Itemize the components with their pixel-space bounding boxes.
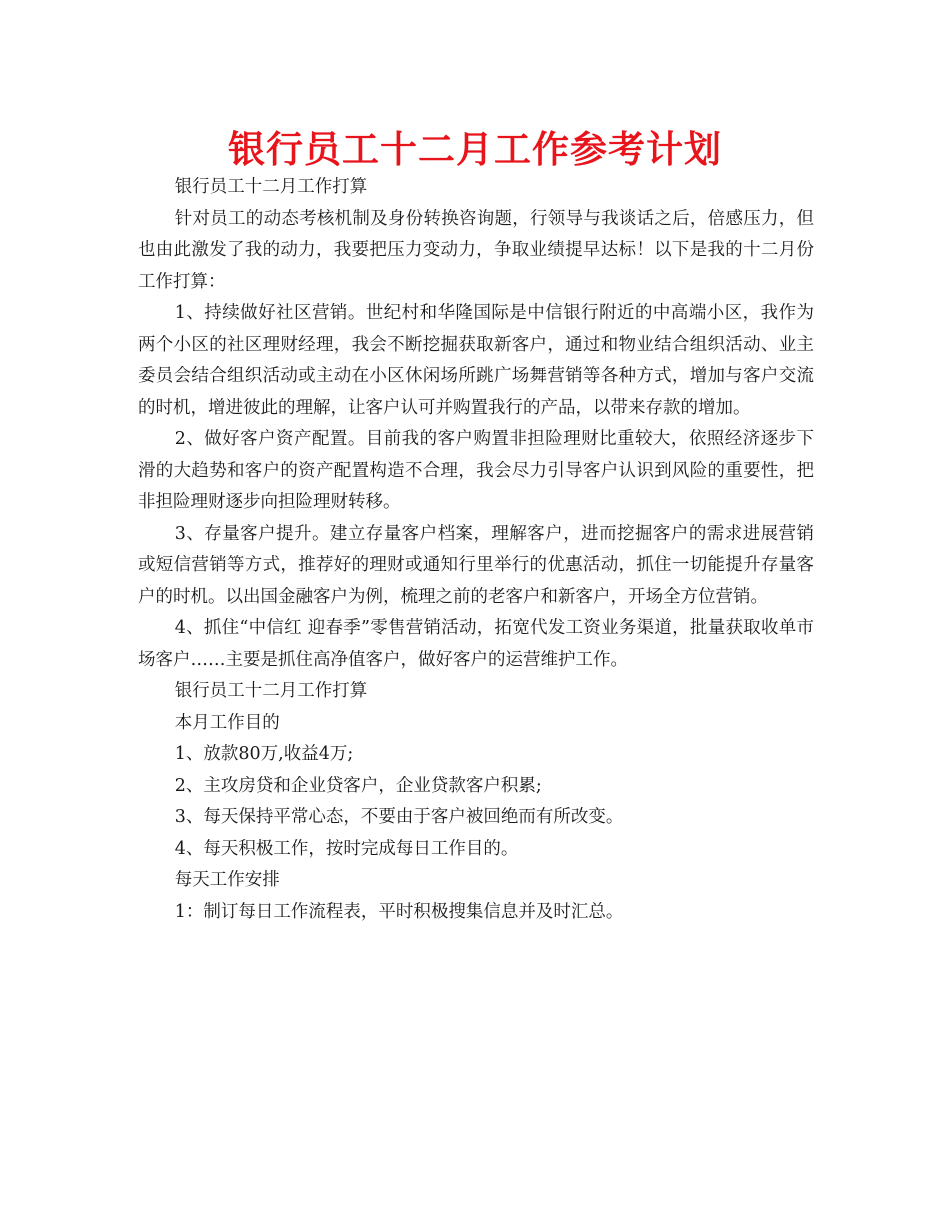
paragraph-schedule-heading: 每天工作安排 (174, 870, 280, 890)
paragraph-goals-heading: 本月工作目的 (174, 712, 280, 733)
paragraph-item-1: 1、持续做好社区营销。世纪村和华隆国际是中信银行附近的中高端小区，我作为两个小区的社区理财经理，我会不断挖掘获取新客户，通过和物业结合组织活动、业主委员会结合组织活动或主动在小区休闲场所跳广场舞营销等各种方式，增加与客户交流的时机，增进彼此的理解，让客户认可并购置我行的产品，以带来存款的增加。 (138, 303, 814, 418)
paragraph-item-4: 4、抓住“中信红 迎春季”零售营销活动，拓宽代发工资业务渠道，批量获取收单市场客户……主要是抓住高净值客户，做好客户的运营维护工作。 (138, 618, 814, 670)
paragraph-schedule-1: 1：制订每日工作流程表，平时积极搜集信息并及时汇总。 (174, 901, 624, 922)
paragraph-goal-4: 4、每天积极工作，按时完成每日工作目的。 (174, 838, 519, 859)
document-body (138, 172, 814, 928)
paragraph-goal-3: 3、每天保持平常心态，不要由于客户被回绝而有所改变。 (174, 807, 624, 827)
document-title: 银行员工十二月工作参考计划 (228, 128, 722, 171)
paragraph-item-3: 3、存量客户提升。建立存量客户档案，理解客户，进而挖掘客户的需求进展营销或短信营销等方式，推荐好的理财或通知行里举行的优惠活动，抓住一切能提升存量客户的时机。以出国金融客户为例，梳理之前的老客户和新客户，开场全方位营销。 (138, 523, 814, 607)
paragraph-item-2: 2、做好客户资产配置。目前我的客户购置非担险理财比重较大，依照经济逐步下滑的大趋势和客户的资产配置构造不合理，我会尽力引导客户认识到风险的重要性，把非担险理财逐步向担险理财转移。 (138, 429, 814, 512)
paragraph-subtitle: 银行员工十二月工作打算 (174, 177, 368, 197)
paragraph-goal-2: 2、主攻房贷和企业贷客户，企业贷款客户积累; (174, 775, 542, 796)
paragraph-intro: 针对员工的动态考核机制及身份转换咨询题，行领导与我谈话之后，倍感压力，但也由此激发了我的动力，我要把压力变动力，争取业绩提早达标！以下是我的十二月份工作打算： (138, 208, 814, 292)
paragraph-goal-1: 1、放款80万,收益4万; (174, 744, 354, 764)
paragraph-section-heading: 银行员工十二月工作打算 (174, 681, 368, 701)
